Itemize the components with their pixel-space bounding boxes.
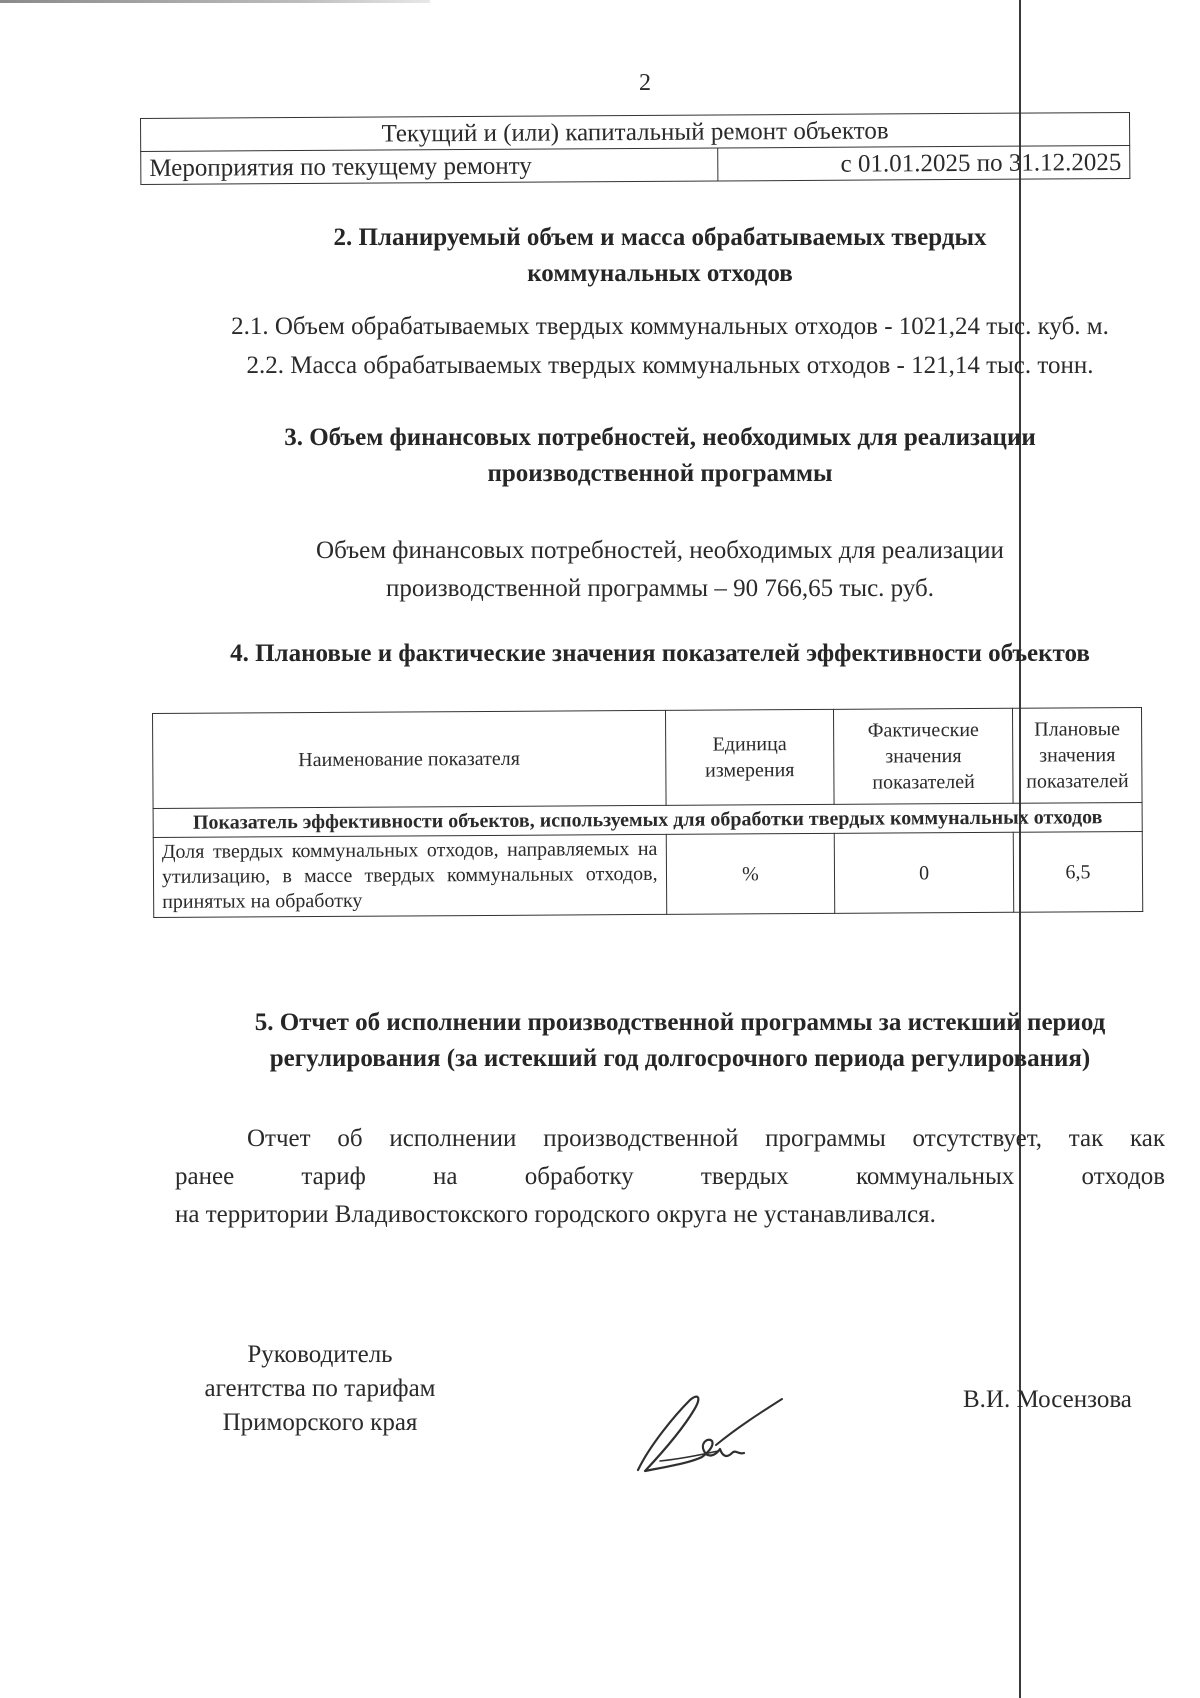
section5-heading	[160, 1005, 1200, 1077]
section2-item2: 2.2. Масса обрабатываемых твердых коммунальных отходов - 121,14 тыс. тонн.	[246, 352, 1094, 379]
indicator-name: Доля твердых коммунальных отходов, направляемых на утилизацию, в массе твердых коммунальных отходов, принятых на обработку	[153, 834, 666, 917]
signer-position-line1: Руководитель	[247, 1341, 393, 1368]
section5-text-line3: на территории Владивостокского городского округа не устанавливался.	[175, 1201, 936, 1228]
indicators-header-row	[153, 707, 1143, 808]
signer-position	[165, 1338, 475, 1440]
handwritten-signature	[620, 1375, 790, 1485]
section5-text	[175, 1120, 1165, 1234]
section3-heading-line1: 3. Объем финансовых потребностей, необходимых для реализации	[284, 424, 1036, 451]
section3-heading	[180, 420, 1140, 492]
section5-text-line1: Отчет об исполнении производственной программы отсутствует, так как	[247, 1125, 1165, 1152]
section3-text	[180, 532, 1140, 608]
section2-heading-line1: 2. Планируемый объем и масса обрабатываемых твердых	[333, 224, 987, 251]
col-name-header: Наименование показателя	[153, 710, 666, 808]
section2-heading-line2: коммунальных отходов	[527, 260, 793, 287]
repair-row-period: с 01.01.2025 по 31.12.2025	[718, 145, 1130, 181]
indicators-table	[152, 707, 1143, 918]
section5-text-line2: ранее тариф на обработку твердых коммунальных отходов	[175, 1163, 1165, 1190]
section4-heading: 4. Плановые и фактические значения показателей эффективности объектов	[230, 640, 1090, 667]
indicator-plan: 6,5	[1013, 831, 1142, 912]
indicators-group-title: Показатель эффективности объектов, используемых для обработки твердых коммунальных отходов	[153, 802, 1142, 837]
section5-heading-line2: регулирования (за истекший год долгосрочного периода регулирования)	[269, 1045, 1091, 1072]
table-row	[153, 831, 1142, 917]
repair-table-header: Текущий и (или) капитальный ремонт объектов	[141, 112, 1130, 151]
repair-table	[140, 112, 1130, 185]
indicator-unit: %	[666, 833, 835, 914]
section2-heading	[230, 220, 1090, 292]
indicator-fact: 0	[835, 832, 1014, 913]
col-plan-header: Плановые значения показателей	[1013, 707, 1143, 803]
repair-row-label: Мероприятия по текущему ремонту	[141, 148, 718, 185]
section5-heading-line1: 5. Отчет об исполнении производственной программы за истекший период	[254, 1009, 1106, 1036]
section3-heading-line2: производственной программы	[487, 460, 833, 487]
section2-item1: 2.1. Объем обрабатываемых твердых коммунальных отходов - 1021,24 тыс. куб. м.	[231, 313, 1109, 340]
col-unit-header: Единица измерения	[665, 709, 834, 805]
signer-name: В.И. Мосензова	[963, 1386, 1132, 1413]
signer-position-line3: Приморского края	[222, 1409, 418, 1436]
col-fact-header: Фактические значения показателей	[834, 708, 1013, 804]
signer-position-line2: агентства по тарифам	[204, 1375, 436, 1402]
scan-artifact	[0, 0, 430, 3]
section3-text-line2: производственной программы – 90 766,65 тыс. руб.	[386, 575, 934, 602]
table-row	[141, 145, 1130, 184]
page-number: 2	[639, 70, 651, 96]
section3-text-line1: Объем финансовых потребностей, необходимых для реализации	[316, 537, 1004, 564]
